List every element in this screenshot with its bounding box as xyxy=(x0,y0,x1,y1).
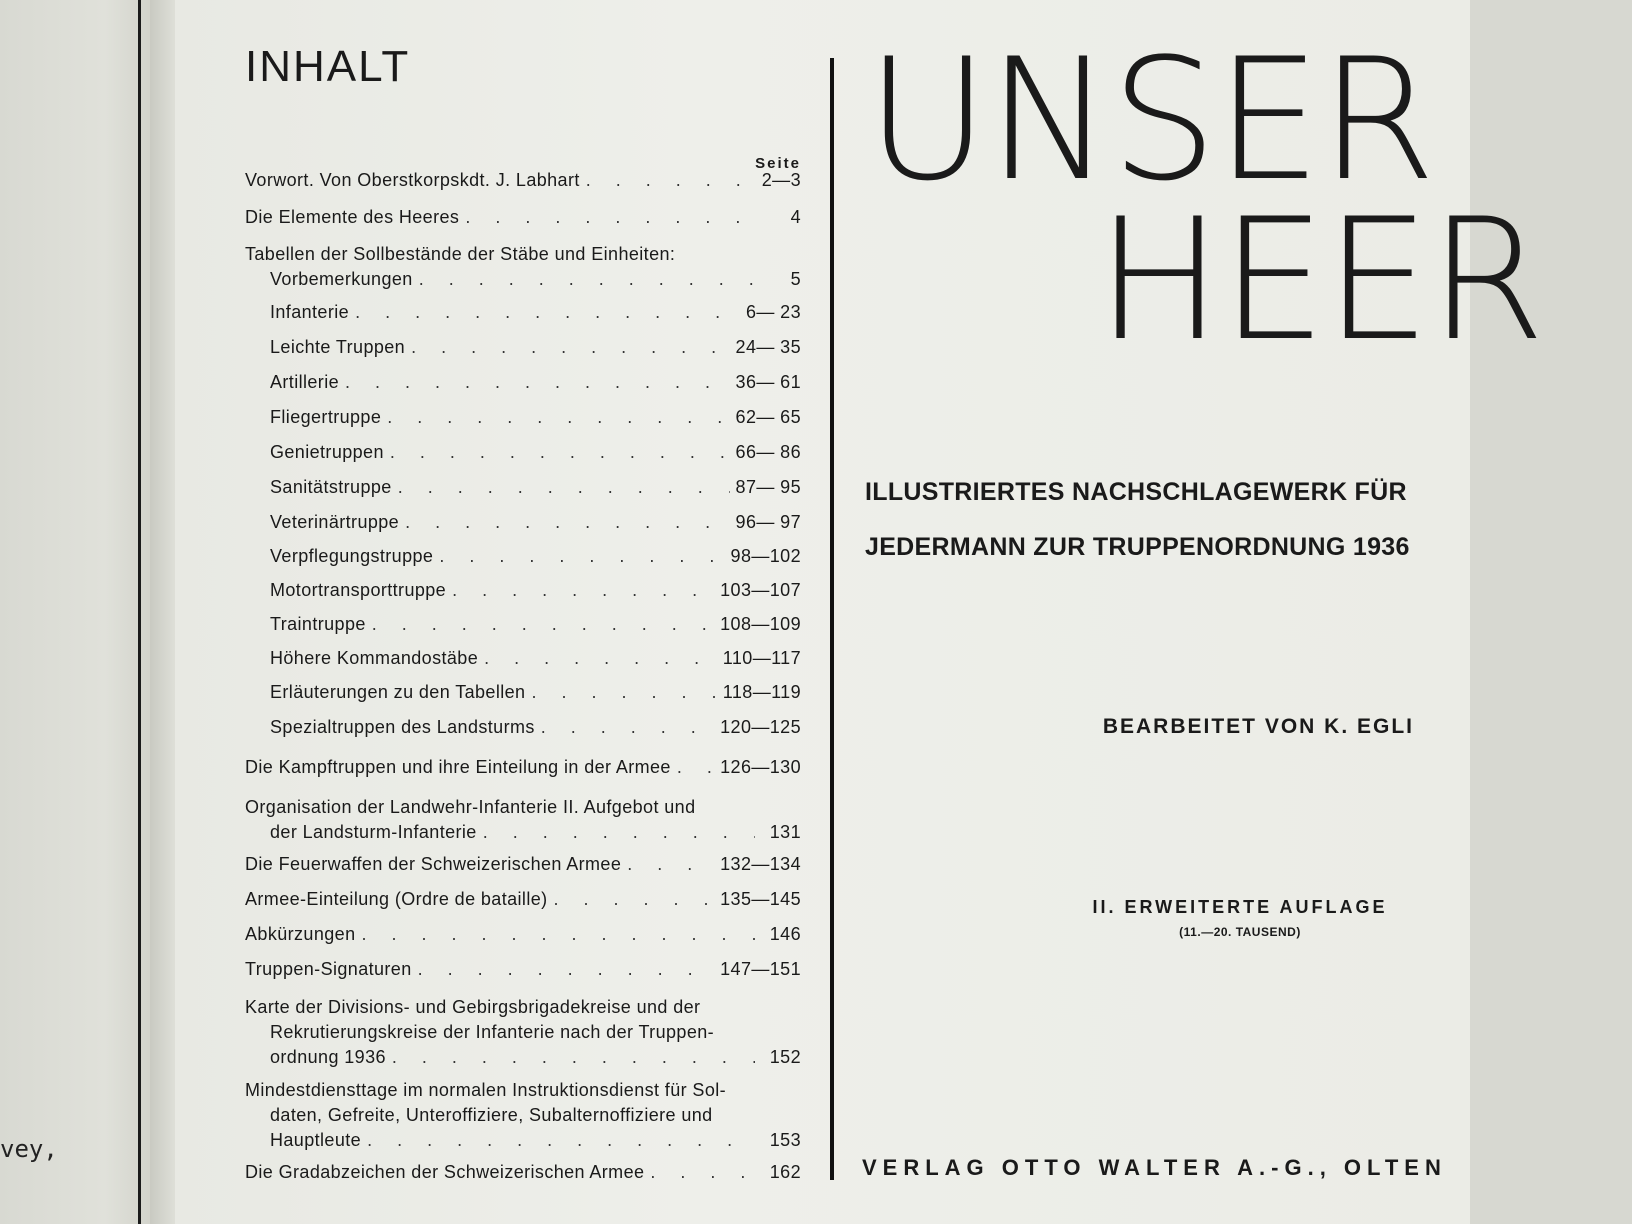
dot-leader xyxy=(355,300,740,325)
publisher-imprint: VERLAG OTTO WALTER A.-G., OLTEN xyxy=(862,1155,1447,1180)
toc-entry-text: Fliegertruppe xyxy=(270,407,382,427)
title-line-2: HEER xyxy=(1096,182,1544,378)
toc-page-range: 147—151 xyxy=(720,959,801,979)
subtitle-line-2: JEDERMANN ZUR TRUPPENORDNUNG 1936 xyxy=(865,533,1410,561)
dot-leader xyxy=(439,544,724,569)
toc-page-range: 96— 97 xyxy=(735,512,801,532)
toc-entry xyxy=(270,646,801,671)
dot-leader xyxy=(677,755,714,780)
toc-entry xyxy=(270,612,801,637)
toc-entry xyxy=(245,755,801,780)
toc-entry xyxy=(270,300,801,325)
toc-entry xyxy=(245,1078,801,1153)
toc-entry xyxy=(245,887,801,912)
edition-note: (11.—20. TAUSEND) xyxy=(1179,925,1301,939)
toc-page-range: 6— 23 xyxy=(745,302,801,322)
toc-entry-text: Die Feuerwaffen der Schweizerischen Armee xyxy=(245,854,622,874)
toc-entry-text: daten, Gefreite, Unteroffiziere, Subalternoffiziere und xyxy=(270,1105,713,1125)
toc-page-range: 108—109 xyxy=(720,614,801,634)
toc-page-range: 24— 35 xyxy=(735,337,801,357)
dot-leader xyxy=(367,1128,755,1153)
toc-page-range: 126—130 xyxy=(720,757,801,777)
editor-credit: BEARBEITET VON K. EGLI xyxy=(1102,715,1414,738)
toc-page-range: 132—134 xyxy=(720,854,801,874)
toc-entry xyxy=(270,680,801,705)
dot-leader xyxy=(627,852,714,877)
toc-page-range: 2—3 xyxy=(761,170,801,190)
toc-entry-text: Leichte Truppen xyxy=(270,337,406,357)
dot-leader xyxy=(452,578,714,603)
dot-leader xyxy=(484,646,717,671)
toc-page-range: 152 xyxy=(769,1047,801,1067)
toc-entry xyxy=(270,335,801,360)
dot-leader xyxy=(345,370,730,395)
dot-leader xyxy=(650,1160,755,1185)
vertical-divider xyxy=(830,58,834,1180)
dot-leader xyxy=(387,405,729,430)
toc-entry xyxy=(245,1160,801,1185)
toc-page-range: 118—119 xyxy=(722,682,801,702)
toc-entry xyxy=(270,715,801,740)
toc-page-range: 66— 86 xyxy=(735,442,801,462)
toc-entry-text: Spezialtruppen des Landsturms xyxy=(270,717,535,737)
previous-page-text-fragment: vey, xyxy=(0,1135,58,1163)
toc-page-range: 62— 65 xyxy=(735,407,801,427)
toc-entry-text: Sanitätstruppe xyxy=(270,477,392,497)
toc-entry xyxy=(270,510,801,535)
edition-label: II. ERWEITERTE AUFLAGE xyxy=(1092,897,1388,917)
toc-entry-text: Infanterie xyxy=(270,302,350,322)
dot-leader xyxy=(418,957,714,982)
toc-entry-text: Truppen-Signaturen xyxy=(245,959,412,979)
dot-leader xyxy=(483,820,755,845)
toc-page-range: 120—125 xyxy=(720,717,801,737)
toc-entry-text: Vorwort. Von Oberstkorpskdt. J. Labhart xyxy=(245,170,580,190)
toc-page-range: 36— 61 xyxy=(735,372,801,392)
subtitle xyxy=(865,465,1425,575)
toc-page-range: 103—107 xyxy=(720,580,801,600)
dot-leader xyxy=(361,922,755,947)
toc-entry xyxy=(245,957,801,982)
toc-entry xyxy=(270,440,801,465)
toc-page-range: 110—117 xyxy=(722,648,801,668)
toc-entry-text: der Landsturm-Infanterie xyxy=(270,822,477,842)
dot-leader xyxy=(465,205,755,230)
toc-page-range: 135—145 xyxy=(720,889,801,909)
toc-page-range: 87— 95 xyxy=(735,477,801,497)
toc-entry-text: Tabellen der Sollbestände der Stäbe und Einheiten: xyxy=(245,244,676,264)
dot-leader xyxy=(411,335,729,360)
previous-page-rule xyxy=(138,0,141,1224)
toc-entry xyxy=(245,995,801,1070)
toc-entry-text: Traintruppe xyxy=(270,614,366,634)
toc-entry-text: Höhere Kommandostäbe xyxy=(270,648,479,668)
dot-leader xyxy=(419,267,755,292)
title-line-1: UNSER xyxy=(866,22,1435,218)
dot-leader xyxy=(392,1045,755,1070)
toc-entry-text: Armee-Einteilung (Ordre de bataille) xyxy=(245,889,548,909)
toc-entry-text: Veterinärtruppe xyxy=(270,512,400,532)
toc-heading: INHALT xyxy=(245,42,411,91)
dot-leader xyxy=(531,680,716,705)
toc-entry-text: Artillerie xyxy=(270,372,340,392)
toc-page-range: 162 xyxy=(769,1162,801,1182)
toc-entry xyxy=(270,578,801,603)
toc-entry-text: Abkürzungen xyxy=(245,924,356,944)
toc-entry xyxy=(245,795,801,845)
toc-entry-text: Organisation der Landwehr-Infanterie II. Aufgebot und xyxy=(245,797,696,817)
main-title xyxy=(866,22,1544,378)
toc-entry xyxy=(245,922,801,947)
toc-entry xyxy=(245,168,801,193)
toc-page-range: 131 xyxy=(769,822,801,842)
toc-entry-text: Erläuterungen zu den Tabellen xyxy=(270,682,526,702)
toc-entry xyxy=(245,242,801,292)
toc-entry-text: Die Elemente des Heeres xyxy=(245,207,460,227)
toc-page-range: 146 xyxy=(769,924,801,944)
toc-entry-text: Hauptleute xyxy=(270,1130,362,1150)
toc-entry xyxy=(270,544,801,569)
toc-page-range: 98—102 xyxy=(730,546,801,566)
toc-entry-text: Rekrutierungskreise der Infanterie nach der Truppen- xyxy=(270,1022,715,1042)
toc-entry xyxy=(270,475,801,500)
dot-leader xyxy=(390,440,730,465)
toc-entry xyxy=(245,205,801,230)
dot-leader xyxy=(586,168,755,193)
toc-entry-text: Motortransporttruppe xyxy=(270,580,447,600)
dot-leader xyxy=(398,475,730,500)
toc-entry-text: Vorbemerkungen xyxy=(270,269,413,289)
dot-leader xyxy=(405,510,729,535)
dot-leader xyxy=(372,612,714,637)
toc-page-range: 5 xyxy=(790,269,801,289)
toc-entry-text: Verpflegungstruppe xyxy=(270,546,434,566)
toc-entry-text: Mindestdiensttage im normalen Instruktionsdienst für Sol- xyxy=(245,1080,727,1100)
toc-page-range: 4 xyxy=(790,207,801,227)
page-column-label: Seite xyxy=(755,155,801,172)
previous-page xyxy=(0,0,150,1224)
dot-leader xyxy=(541,715,714,740)
toc-entry xyxy=(245,852,801,877)
toc-entry xyxy=(270,405,801,430)
toc-entry-text: Die Kampftruppen und ihre Einteilung in der Armee xyxy=(245,757,671,777)
toc-entry-text: Karte der Divisions- und Gebirgsbrigadekreise und der xyxy=(245,997,701,1017)
toc-entry xyxy=(270,370,801,395)
toc-entry-text: ordnung 1936 xyxy=(270,1047,386,1067)
toc-entry-text: Die Gradabzeichen der Schweizerischen Armee xyxy=(245,1162,645,1182)
toc-page-range: 153 xyxy=(769,1130,801,1150)
subtitle-line-1: ILLUSTRIERTES NACHSCHLAGEWERK FÜR xyxy=(865,478,1407,506)
dot-leader xyxy=(554,887,715,912)
toc-entry-text: Genietruppen xyxy=(270,442,384,462)
